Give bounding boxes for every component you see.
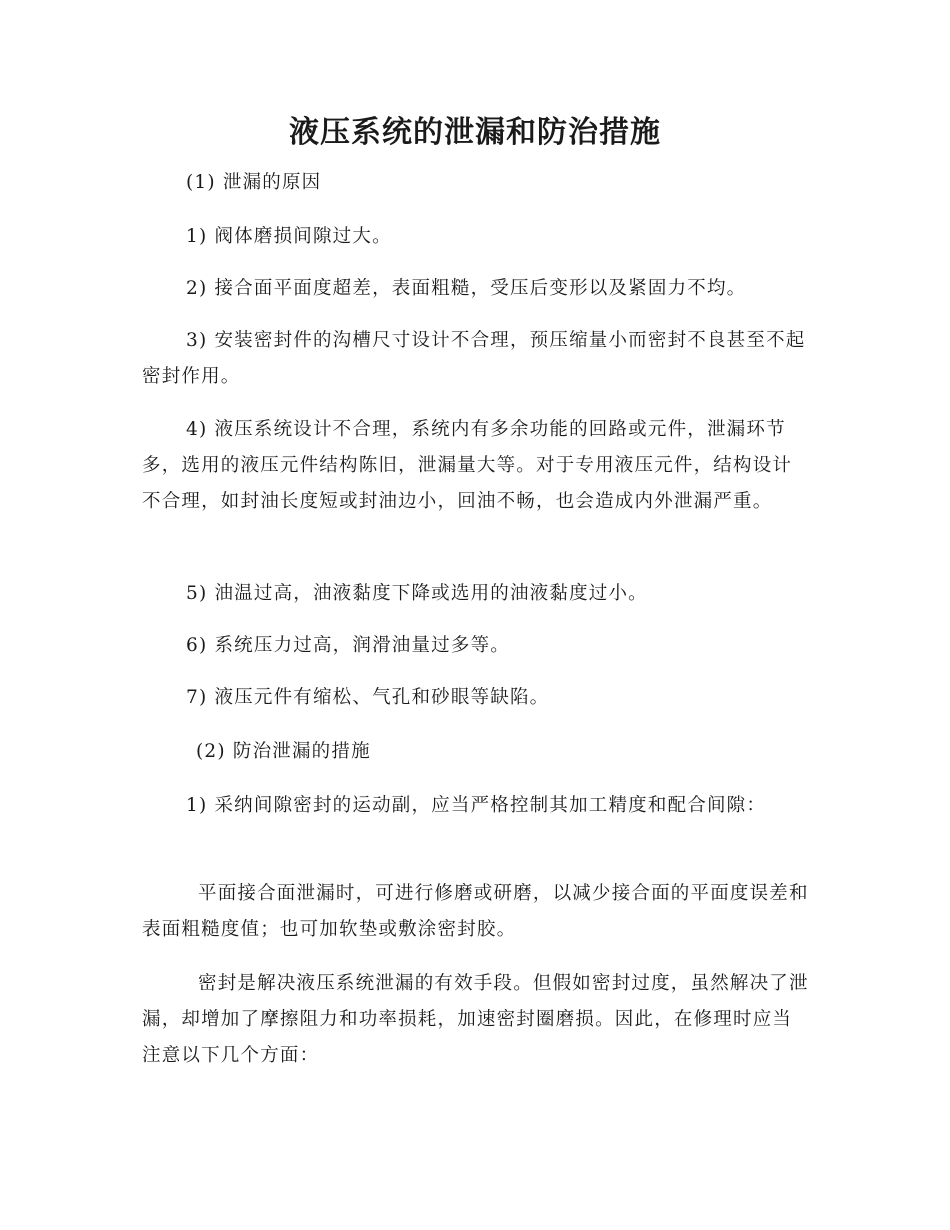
paragraph: 3) 安装密封件的沟槽尺寸设计不合理，预压缩量小而密封不良甚至不起密封作用。: [142, 330, 806, 387]
paragraph: 1) 采纳间隙密封的运动副，应当严格控制其加工精度和配合间隙：: [186, 795, 767, 816]
document-title: 液压系统的泄漏和防治措施: [289, 115, 661, 150]
section-heading-causes: (1) 泄漏的原因: [186, 172, 322, 193]
paragraph: 1) 阀体磨损间隙过大。: [186, 226, 392, 247]
paragraph: 5) 油温过高，油液黏度下降或选用的油液黏度过小。: [186, 583, 648, 604]
paragraph: 6) 系统压力过高，润滑油量过多等。: [186, 635, 510, 656]
paragraph: 4) 液压系统设计不合理，系统内有多余功能的回路或元件，泄漏环节多，选用的液压元件结构陈旧，泄漏量大等。对于专用液压元件，结构设计不合理，如封油长度短或封油边小，回油不畅，也会造成内外泄漏严重。: [142, 419, 793, 512]
section-heading-measures: (2) 防治泄漏的措施: [196, 741, 371, 762]
paragraph: 7) 液压元件有缩松、气孔和砂眼等缺陷。: [186, 687, 550, 708]
paragraph: 密封是解决液压系统泄漏的有效手段。但假如密封过度，虽然解决了泄漏，却增加了摩擦阻力和功率损耗，加速密封圈磨损。因此，在修理时应当注意以下几个方面：: [142, 973, 809, 1066]
paragraph: 2) 接合面平面度超差，表面粗糙，受压后变形以及紧固力不均。: [186, 278, 747, 299]
paragraph: 平面接合面泄漏时，可进行修磨或研磨，以减少接合面的平面度误差和表面粗糙度值；也可加软垫或敷涂密封胶。: [142, 883, 809, 940]
